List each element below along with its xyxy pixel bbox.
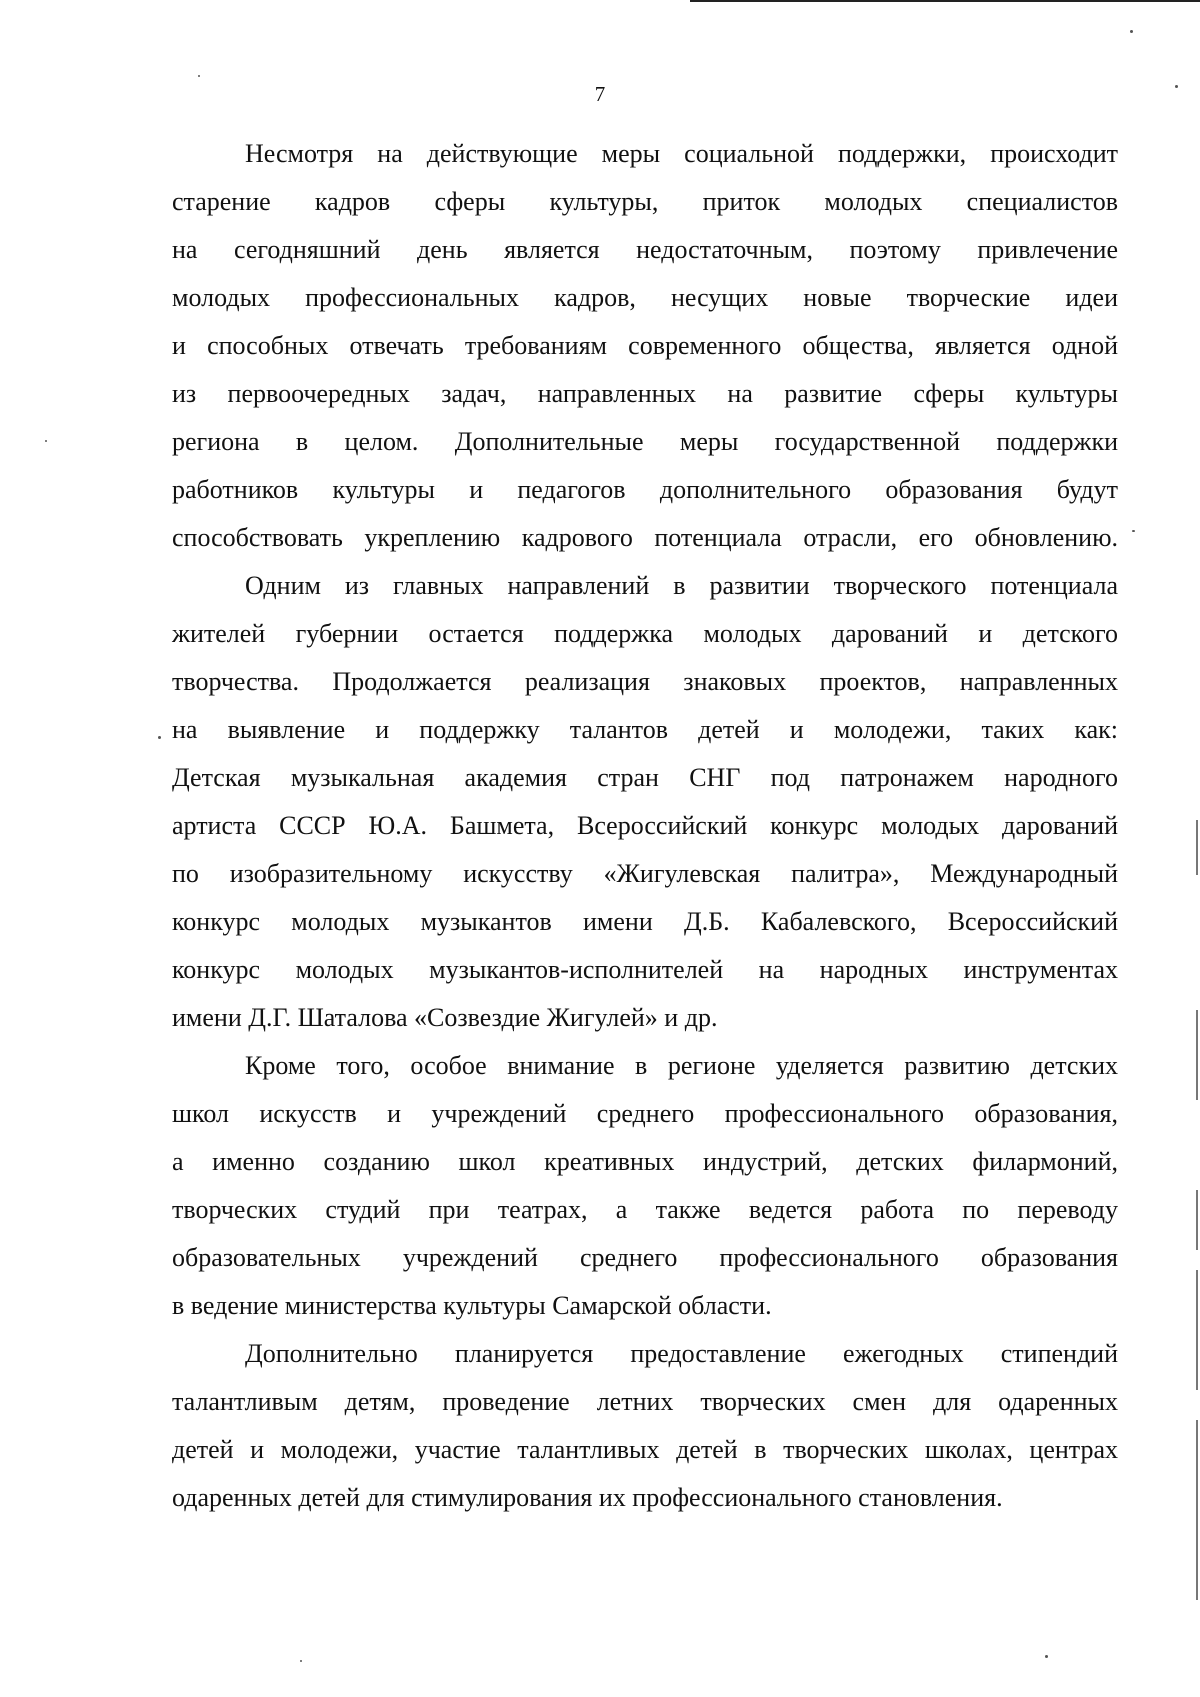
text-line: Одним из главных направлений в развитии творческого потенциала (245, 571, 1118, 600)
text-line: талантливым детям, проведение летних творческих смен для одаренных (172, 1387, 1118, 1416)
scan-speck (1132, 530, 1135, 532)
text-line: на сегодняшний день является недостаточным, поэтому привлечение (172, 235, 1118, 264)
body-text (172, 130, 1118, 1522)
text-line: Дополнительно планируется предоставление ежегодных стипендий (245, 1339, 1118, 1368)
top-edge-rule (690, 0, 1200, 2)
text-line: артиста СССР Ю.А. Башмета, Всероссийский конкурс молодых дарований (172, 811, 1118, 840)
text-line: творчества. Продолжается реализация знаковых проектов, направленных (172, 667, 1118, 696)
text-line: школ искусств и учреждений среднего профессионального образования, (172, 1099, 1118, 1128)
text-line: старение кадров сферы культуры, приток молодых специалистов (172, 187, 1118, 216)
text-line: на выявление и поддержку талантов детей и молодежи, таких как: (172, 715, 1118, 744)
scan-speck (300, 1660, 302, 1662)
paragraph-4 (172, 1330, 1118, 1522)
text-line: Несмотря на действующие меры социальной поддержки, происходит (245, 139, 1118, 168)
text-line: по изобразительному искусству «Жигулевская палитра», Международный (172, 859, 1118, 888)
text-line: одаренных детей для стимулирования их профессионального становления. (172, 1483, 1003, 1512)
scan-edge-mark (1196, 1190, 1198, 1250)
text-line: конкурс молодых музыкантов-исполнителей на народных инструментах (172, 955, 1118, 984)
scan-edge-mark (1196, 1010, 1198, 1100)
text-line: Кроме того, особое внимание в регионе уделяется развитию детских (245, 1051, 1118, 1080)
page-number: 7 (594, 82, 606, 106)
text-line: а именно созданию школ креативных индустрий, детских филармоний, (172, 1147, 1118, 1176)
scan-speck (1130, 30, 1133, 33)
scan-edge-mark (1196, 820, 1198, 875)
text-line: работников культуры и педагогов дополнительного образования будут (172, 475, 1118, 504)
scan-speck (45, 440, 47, 442)
text-line: Детская музыкальная академия стран СНГ под патронажем народного (172, 763, 1118, 792)
paragraph-1 (172, 130, 1118, 562)
text-line: детей и молодежи, участие талантливых детей в творческих школах, центрах (172, 1435, 1118, 1464)
paragraph-3 (172, 1042, 1118, 1330)
scan-edge-mark (1196, 1270, 1198, 1390)
text-line: из первоочередных задач, направленных на развитие сферы культуры (172, 379, 1118, 408)
text-line: имени Д.Г. Шаталова «Созвездие Жигулей» и др. (172, 1003, 718, 1032)
text-line: в ведение министерства культуры Самарской области. (172, 1291, 772, 1320)
scan-speck (1175, 85, 1178, 88)
scan-edge-mark (1196, 1420, 1198, 1600)
text-line: молодых профессиональных кадров, несущих новые творческие идеи (172, 283, 1118, 312)
text-line: конкурс молодых музыкантов имени Д.Б. Кабалевского, Всероссийский (172, 907, 1118, 936)
text-line: способствовать укреплению кадрового потенциала отрасли, его обновлению. (172, 523, 1118, 552)
text-line: региона в целом. Дополнительные меры государственной поддержки (172, 427, 1118, 456)
scan-speck (198, 75, 200, 77)
scan-speck (158, 736, 161, 739)
text-line: творческих студий при театрах, а также ведется работа по переводу (172, 1195, 1118, 1224)
text-line: и способных отвечать требованиям современного общества, является одной (172, 331, 1118, 360)
paragraph-2 (172, 562, 1118, 1042)
text-line: жителей губернии остается поддержка молодых дарований и детского (172, 619, 1118, 648)
text-line: образовательных учреждений среднего профессионального образования (172, 1243, 1118, 1272)
scan-speck (1045, 1655, 1048, 1658)
